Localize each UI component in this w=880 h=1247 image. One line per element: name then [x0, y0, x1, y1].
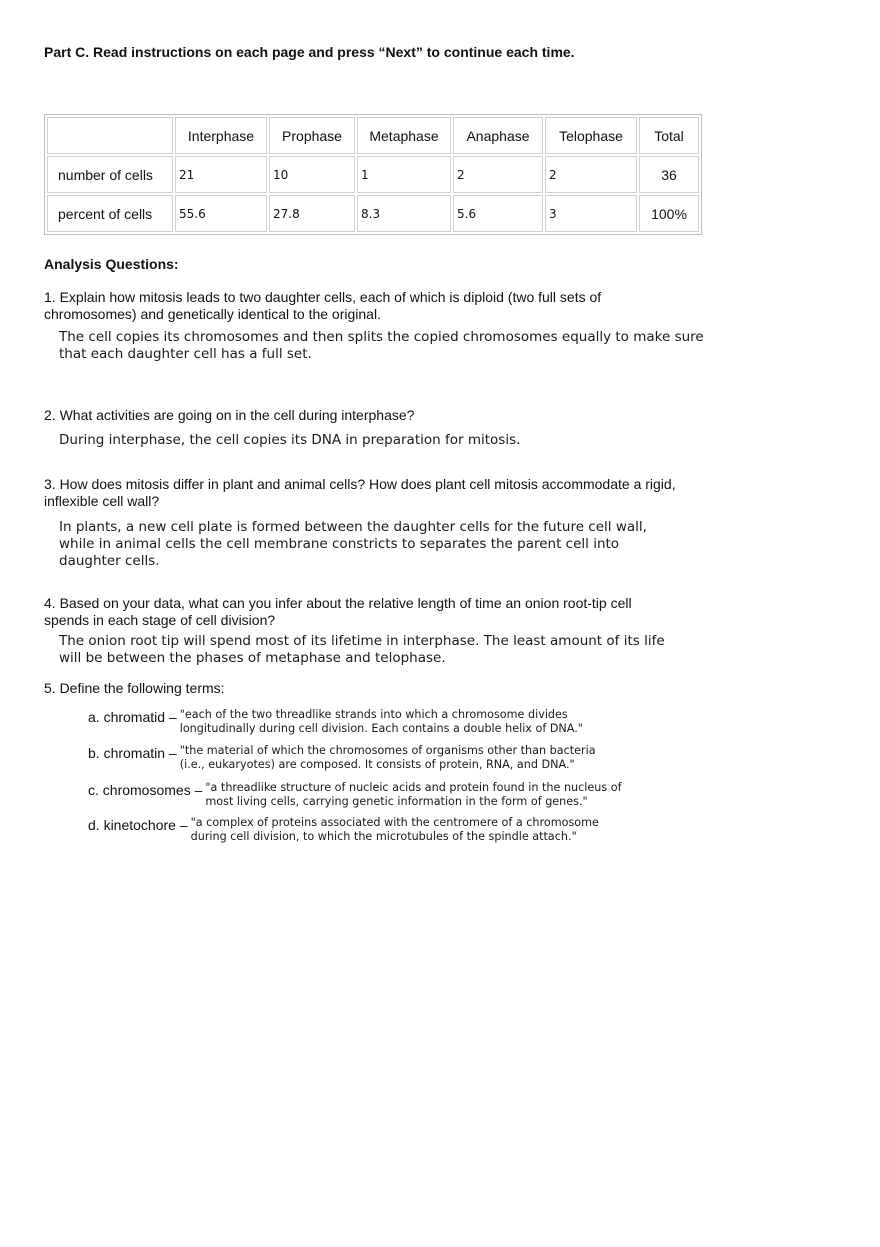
table-cell-value: 2 [545, 156, 637, 193]
table-cell-value: 2 [453, 156, 543, 193]
term-chromatin [88, 744, 610, 772]
answer-3: In plants, a new cell plate is formed between the daughter cells for the future cell wall, while in animal cells the cell membrane constricts to separates the parent cell into daughter cells. [59, 519, 647, 569]
table-cell-value: 1 [357, 156, 451, 193]
question-1: 1. Explain how mitosis leads to two daughter cells, each of which is diploid (two full sets of chromosomes) and genetically identical to the original. [44, 289, 602, 322]
answer-1: The cell copies its chromosomes and then splits the copied chromosomes equally to make sure that each daughter cell has a full set. [59, 329, 704, 362]
row-label: percent of cells [47, 195, 173, 232]
table-header-anaphase: Anaphase [453, 117, 543, 154]
answer-2: During interphase, the cell copies its DNA in preparation for mitosis. [59, 432, 521, 448]
table-cell-total: 36 [639, 156, 699, 193]
term-label: b. chromatin – [88, 745, 177, 761]
question-3: 3. How does mitosis differ in plant and animal cells? How does plant cell mitosis accommodate a rigid, inflexible cell wall? [44, 476, 676, 509]
question-5: 5. Define the following terms: [44, 680, 225, 696]
table-header-telophase: Telophase [545, 117, 637, 154]
term-label: c. chromosomes – [88, 782, 203, 798]
cell-count-table [44, 114, 702, 235]
answer-4: The onion root tip will spend most of its lifetime in interphase. The least amount of its life will be between the phases of metaphase and telophase. [59, 633, 665, 666]
table-header-row [47, 117, 699, 154]
table-cell-value: 8.3 [357, 195, 451, 232]
table-cell-value: 10 [269, 156, 355, 193]
term-definition: "the material of which the chromosomes of organisms other than bacteria (i.e., eukaryotes) are composed. It consists of protein, RNA, and DNA." [179, 744, 596, 771]
table-cell-value: 21 [175, 156, 267, 193]
term-label: d. kinetochore – [88, 817, 188, 833]
term-label: a. chromatid – [88, 709, 177, 725]
analysis-questions-title: Analysis Questions: [44, 256, 179, 272]
term-definition: "each of the two threadlike strands into which a chromosome divides longitudinally during cell division. Each contains a double helix of DNA." [179, 708, 583, 735]
term-kinetochore [88, 816, 631, 844]
term-definition: "a threadlike structure of nucleic acids and protein found in the nucleus of most living cells, carrying genetic information in the form of genes." [205, 781, 622, 808]
table-header-total: Total [639, 117, 699, 154]
table-cell-total: 100% [639, 195, 699, 232]
table-row-number-of-cells [47, 156, 699, 193]
term-chromatid [88, 708, 630, 736]
term-chromosomes [88, 781, 640, 809]
term-definition: "a complex of proteins associated with the centromere of a chromosome during cell division, to which the microtubules of the spindle attach." [190, 816, 599, 843]
table-header-interphase: Interphase [175, 117, 267, 154]
table-row-percent-of-cells [47, 195, 699, 232]
table-cell-value: 3 [545, 195, 637, 232]
table-cell-value: 5.6 [453, 195, 543, 232]
row-label: number of cells [47, 156, 173, 193]
table-header-metaphase: Metaphase [357, 117, 451, 154]
question-2: 2. What activities are going on in the cell during interphase? [44, 407, 415, 423]
table-header-cell [47, 117, 173, 154]
table-header-prophase: Prophase [269, 117, 355, 154]
part-c-heading: Part C. Read instructions on each page and press “Next” to continue each time. [44, 44, 575, 60]
question-4: 4. Based on your data, what can you infer about the relative length of time an onion root-tip cell spends in each stage of cell division? [44, 595, 632, 628]
table-cell-value: 55.6 [175, 195, 267, 232]
table-cell-value: 27.8 [269, 195, 355, 232]
